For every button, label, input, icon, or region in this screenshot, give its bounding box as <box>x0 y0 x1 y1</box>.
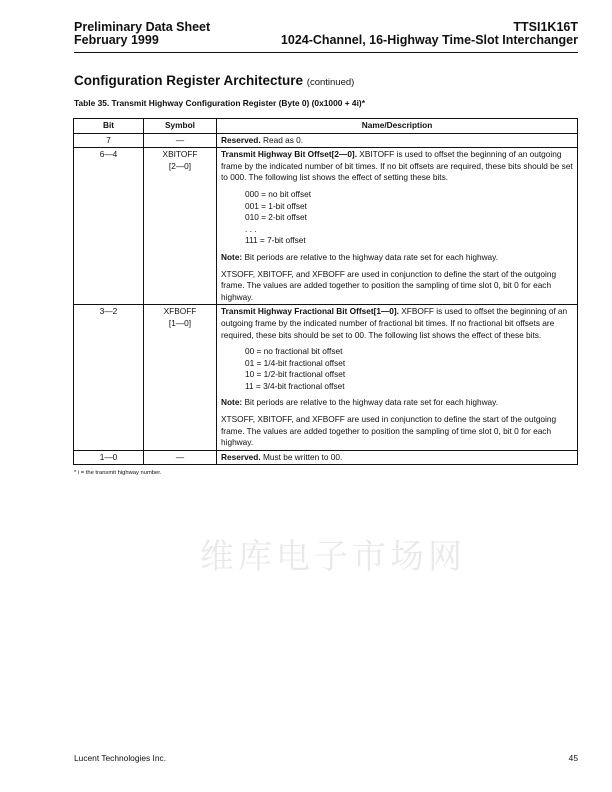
field-text: XFBOFF is used to offset the beginning of an outgoing frame by the indicated number of fractional bit times. If no fractional bit offsets are required, these bits should be set to 00. The following list shows the effect of these bits. <box>221 306 568 340</box>
page-number: 45 <box>568 753 578 763</box>
list-item: 11 = 3/4-bit fractional offset <box>245 380 345 391</box>
header-rule <box>74 52 578 53</box>
register-table <box>73 118 578 465</box>
list-item: 001 = 1-bit offset <box>245 200 307 211</box>
table-row <box>74 305 578 451</box>
note-text: Bit periods are relative to the highway data rate set for each highway. <box>242 251 499 262</box>
watermark: 维库电子市场网 <box>200 537 466 578</box>
field-title: Reserved. <box>221 134 261 145</box>
symbol-name: XFBOFF <box>163 306 197 317</box>
extra-text: XTSOFF, XBITOFF, and XFBOFF are used in conjunction to define the start of the outgoing frame. The values are added together to position the sampling of time slot 0, bit 0 for each highway. <box>221 268 557 302</box>
table-footnote: * i = the transmit highway number. <box>74 470 162 477</box>
note-label: Note: <box>221 397 243 408</box>
note <box>221 252 573 264</box>
list-item: 10 = 1/2-bit fractional offset <box>245 369 346 380</box>
description-cell <box>217 133 578 148</box>
list-item: . . . <box>245 223 257 234</box>
table-row <box>74 450 578 465</box>
description-cell <box>217 450 578 465</box>
bit-cell: 7 <box>74 133 144 148</box>
field-text: Read as 0. <box>260 134 304 145</box>
value-list <box>245 189 573 247</box>
list-item: 000 = no bit offset <box>245 188 312 199</box>
bit-cell: 3—2 <box>74 305 144 451</box>
col-description: Name/Description <box>217 119 578 134</box>
field-text: XBITOFF is used to offset the beginning of an outgoing frame by the indicated number of bit times. If no bit offsets are required, these bits should be set to 000. The following list shows the effect of setting these bits. <box>221 149 573 183</box>
section-title: Configuration Register Architecture <box>74 73 304 88</box>
symbol-range: [1—0] <box>168 317 192 328</box>
symbol-cell: — <box>144 450 217 465</box>
list-item: 111 = 7-bit offset <box>245 235 306 246</box>
extra-text: XTSOFF, XBITOFF, and XFBOFF are used in conjunction to define the start of the outgoing frame. The values are added together to position the sampling of time slot 0, bit 0 for each highway. <box>221 414 557 448</box>
doc-status: Preliminary Data Sheet <box>74 20 211 34</box>
table-header-row <box>74 119 578 134</box>
col-symbol: Symbol <box>144 119 217 134</box>
bit-cell: 6—4 <box>74 148 144 305</box>
symbol-name: XBITOFF <box>162 149 198 160</box>
field-title: Transmit Highway Fractional Bit Offset[1—0]. <box>221 306 399 317</box>
col-bit: Bit <box>74 119 144 134</box>
list-item: 01 = 1/4-bit fractional offset <box>245 357 346 368</box>
field-title: Transmit Highway Bit Offset[2—0]. <box>221 149 357 160</box>
table-area <box>73 118 578 577</box>
header-left <box>74 21 210 47</box>
symbol-cell <box>144 148 217 305</box>
field-title: Reserved. <box>221 451 261 462</box>
symbol-cell: — <box>144 133 217 148</box>
note-text: Bit periods are relative to the highway data rate set for each highway. <box>242 397 499 408</box>
table-row <box>74 148 578 305</box>
description-cell <box>217 305 578 451</box>
table-row <box>74 133 578 148</box>
bit-cell: 1—0 <box>74 450 144 465</box>
part-number: TTSI1K16T <box>513 20 578 34</box>
description-cell <box>217 148 578 305</box>
section-heading <box>74 73 354 88</box>
field-text: Must be written to 00. <box>260 451 343 462</box>
footer-company: Lucent Technologies Inc. <box>74 753 167 763</box>
doc-date: February 1999 <box>74 33 159 47</box>
list-item: 00 = no fractional bit offset <box>245 346 343 357</box>
table-caption: Table 35. Transmit Highway Configuration Register (Byte 0) (0x1000 + 4i)* <box>74 98 365 108</box>
part-description: 1024-Channel, 16-Highway Time-Slot Interchanger <box>280 33 578 47</box>
list-item: 010 = 2-bit offset <box>245 212 307 223</box>
value-list <box>245 346 573 392</box>
header-right <box>281 21 578 47</box>
note-label: Note: <box>221 251 243 262</box>
symbol-cell <box>144 305 217 451</box>
note <box>221 397 573 409</box>
section-suffix: (continued) <box>306 77 355 88</box>
symbol-range: [2—0] <box>168 160 192 171</box>
